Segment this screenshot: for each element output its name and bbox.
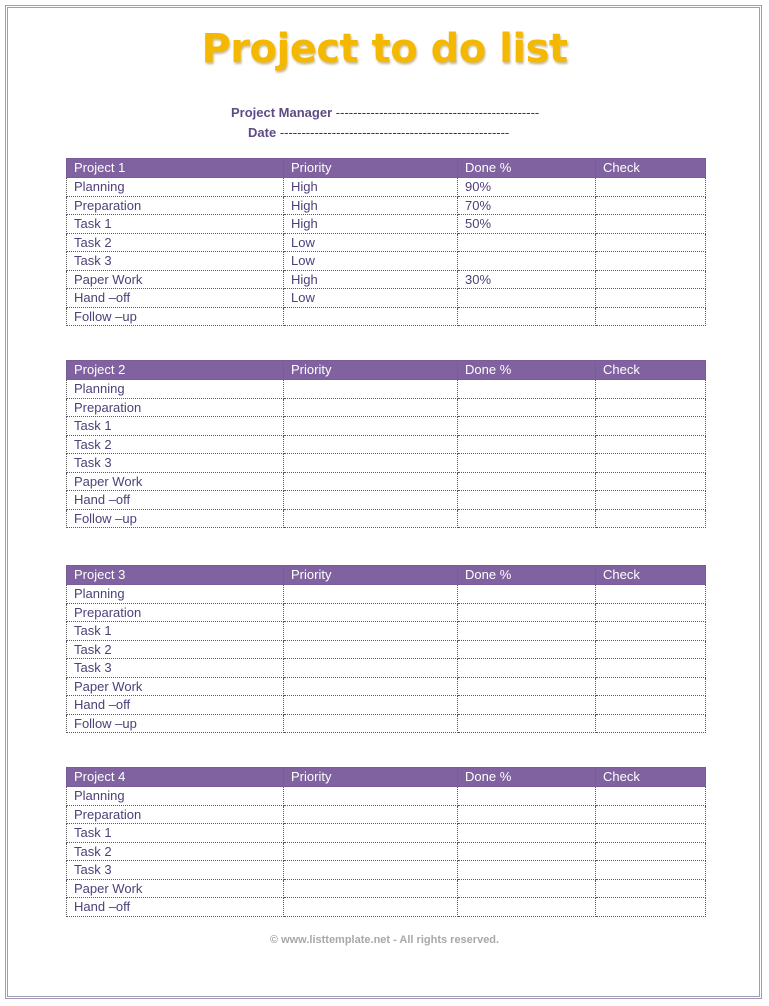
done-cell[interactable] bbox=[458, 289, 596, 308]
check-cell[interactable] bbox=[596, 215, 706, 234]
priority-cell[interactable] bbox=[284, 787, 458, 806]
check-cell[interactable] bbox=[596, 879, 706, 898]
check-cell[interactable] bbox=[596, 435, 706, 454]
table-row bbox=[67, 398, 706, 417]
done-cell[interactable] bbox=[458, 472, 596, 491]
check-cell[interactable] bbox=[596, 289, 706, 308]
priority-cell[interactable] bbox=[284, 603, 458, 622]
done-cell[interactable] bbox=[458, 714, 596, 733]
table-row bbox=[67, 454, 706, 473]
check-cell[interactable] bbox=[596, 380, 706, 399]
priority-cell[interactable] bbox=[284, 824, 458, 843]
done-cell[interactable] bbox=[458, 898, 596, 917]
done-header: Done % bbox=[458, 566, 596, 585]
done-cell[interactable] bbox=[458, 677, 596, 696]
check-cell[interactable] bbox=[596, 585, 706, 604]
task-cell[interactable]: Task 3 bbox=[67, 861, 284, 880]
table-row bbox=[67, 270, 706, 289]
task-cell[interactable]: Task 1 bbox=[67, 215, 284, 234]
done-cell[interactable] bbox=[458, 659, 596, 678]
priority-cell[interactable] bbox=[284, 585, 458, 604]
priority-cell[interactable]: Low bbox=[284, 252, 458, 271]
table-row bbox=[67, 640, 706, 659]
check-cell[interactable] bbox=[596, 252, 706, 271]
priority-cell[interactable] bbox=[284, 714, 458, 733]
task-cell[interactable]: Task 3 bbox=[67, 659, 284, 678]
table-row bbox=[67, 842, 706, 861]
table-row bbox=[67, 491, 706, 510]
priority-header: Priority bbox=[284, 566, 458, 585]
priority-cell[interactable] bbox=[284, 677, 458, 696]
check-cell[interactable] bbox=[596, 898, 706, 917]
check-cell[interactable] bbox=[596, 861, 706, 880]
priority-cell[interactable]: High bbox=[284, 196, 458, 215]
check-cell[interactable] bbox=[596, 603, 706, 622]
task-cell[interactable]: Hand –off bbox=[67, 898, 284, 917]
table-row bbox=[67, 417, 706, 436]
table-row bbox=[67, 696, 706, 715]
priority-cell[interactable] bbox=[284, 696, 458, 715]
check-cell[interactable] bbox=[596, 509, 706, 528]
check-cell[interactable] bbox=[596, 805, 706, 824]
task-cell[interactable]: Paper Work bbox=[67, 270, 284, 289]
page-title: Project to do list bbox=[201, 26, 568, 72]
table-row bbox=[67, 215, 706, 234]
check-cell[interactable] bbox=[596, 233, 706, 252]
priority-cell[interactable] bbox=[284, 380, 458, 399]
done-cell[interactable] bbox=[458, 879, 596, 898]
check-cell[interactable] bbox=[596, 472, 706, 491]
table-header-row bbox=[67, 361, 706, 380]
table-row bbox=[67, 622, 706, 641]
done-cell[interactable]: 30% bbox=[458, 270, 596, 289]
priority-cell[interactable]: High bbox=[284, 270, 458, 289]
project-table-1 bbox=[66, 158, 706, 326]
done-header: Done % bbox=[458, 361, 596, 380]
table-row bbox=[67, 787, 706, 806]
task-cell[interactable]: Paper Work bbox=[67, 677, 284, 696]
check-cell[interactable] bbox=[596, 178, 706, 197]
table-row bbox=[67, 252, 706, 271]
task-cell[interactable]: Planning bbox=[67, 178, 284, 197]
table-header-row bbox=[67, 566, 706, 585]
check-cell[interactable] bbox=[596, 270, 706, 289]
task-cell[interactable]: Preparation bbox=[67, 603, 284, 622]
task-cell[interactable]: Hand –off bbox=[67, 289, 284, 308]
table-row bbox=[67, 824, 706, 843]
priority-cell[interactable]: High bbox=[284, 215, 458, 234]
priority-cell[interactable] bbox=[284, 454, 458, 473]
check-cell[interactable] bbox=[596, 622, 706, 641]
check-header: Check bbox=[596, 768, 706, 787]
project-manager-line bbox=[231, 105, 539, 120]
done-cell[interactable] bbox=[458, 861, 596, 880]
done-cell[interactable] bbox=[458, 805, 596, 824]
task-cell[interactable]: Preparation bbox=[67, 398, 284, 417]
check-cell[interactable] bbox=[596, 454, 706, 473]
priority-cell[interactable] bbox=[284, 435, 458, 454]
done-cell[interactable] bbox=[458, 842, 596, 861]
check-cell[interactable] bbox=[596, 491, 706, 510]
table-row bbox=[67, 509, 706, 528]
done-cell[interactable] bbox=[458, 696, 596, 715]
check-header: Check bbox=[596, 566, 706, 585]
priority-cell[interactable] bbox=[284, 805, 458, 824]
priority-cell[interactable] bbox=[284, 842, 458, 861]
done-cell[interactable] bbox=[458, 252, 596, 271]
done-cell[interactable]: 50% bbox=[458, 215, 596, 234]
check-cell[interactable] bbox=[596, 824, 706, 843]
table-row bbox=[67, 805, 706, 824]
task-cell[interactable]: Hand –off bbox=[67, 696, 284, 715]
task-cell[interactable]: Task 1 bbox=[67, 824, 284, 843]
done-cell[interactable] bbox=[458, 622, 596, 641]
table-row bbox=[67, 307, 706, 326]
done-cell[interactable] bbox=[458, 640, 596, 659]
table-row bbox=[67, 677, 706, 696]
table-row bbox=[67, 861, 706, 880]
task-cell[interactable]: Task 1 bbox=[67, 622, 284, 641]
date-line bbox=[248, 125, 509, 140]
done-cell[interactable] bbox=[458, 824, 596, 843]
priority-cell[interactable] bbox=[284, 509, 458, 528]
priority-cell[interactable]: Low bbox=[284, 289, 458, 308]
done-header: Done % bbox=[458, 768, 596, 787]
done-cell[interactable] bbox=[458, 454, 596, 473]
check-cell[interactable] bbox=[596, 677, 706, 696]
task-cell[interactable]: Paper Work bbox=[67, 879, 284, 898]
done-cell[interactable] bbox=[458, 380, 596, 399]
project-manager-label: Project Manager bbox=[231, 105, 333, 120]
task-cell[interactable]: Preparation bbox=[67, 196, 284, 215]
done-cell[interactable]: 90% bbox=[458, 178, 596, 197]
done-cell[interactable] bbox=[458, 491, 596, 510]
done-cell[interactable] bbox=[458, 509, 596, 528]
date-field[interactable]: ----------------------------------------------------- bbox=[279, 125, 510, 140]
task-cell[interactable]: Task 2 bbox=[67, 842, 284, 861]
task-cell[interactable]: Planning bbox=[67, 585, 284, 604]
task-cell[interactable]: Task 3 bbox=[67, 454, 284, 473]
done-cell[interactable] bbox=[458, 307, 596, 326]
table-row bbox=[67, 603, 706, 622]
priority-cell[interactable] bbox=[284, 659, 458, 678]
priority-cell[interactable]: High bbox=[284, 178, 458, 197]
task-cell[interactable]: Follow –up bbox=[67, 714, 284, 733]
priority-cell[interactable]: Low bbox=[284, 233, 458, 252]
done-cell[interactable] bbox=[458, 417, 596, 436]
priority-cell[interactable] bbox=[284, 640, 458, 659]
task-cell[interactable]: Follow –up bbox=[67, 509, 284, 528]
table-row bbox=[67, 879, 706, 898]
table-row bbox=[67, 233, 706, 252]
project-table-4 bbox=[66, 767, 706, 917]
project-name-header: Project 3 bbox=[67, 566, 284, 585]
table-row bbox=[67, 178, 706, 197]
priority-cell[interactable] bbox=[284, 491, 458, 510]
project-name-header: Project 4 bbox=[67, 768, 284, 787]
table-header-row bbox=[67, 159, 706, 178]
check-cell[interactable] bbox=[596, 842, 706, 861]
project-manager-field[interactable]: ----------------------------------------------- bbox=[335, 105, 540, 120]
table-row bbox=[67, 435, 706, 454]
task-cell[interactable]: Hand –off bbox=[67, 491, 284, 510]
done-cell[interactable] bbox=[458, 603, 596, 622]
task-cell[interactable]: Task 2 bbox=[67, 640, 284, 659]
check-cell[interactable] bbox=[596, 417, 706, 436]
priority-header: Priority bbox=[284, 159, 458, 178]
priority-cell[interactable] bbox=[284, 898, 458, 917]
priority-header: Priority bbox=[284, 361, 458, 380]
task-cell[interactable]: Follow –up bbox=[67, 307, 284, 326]
task-cell[interactable]: Preparation bbox=[67, 805, 284, 824]
table-row bbox=[67, 898, 706, 917]
copyright-footer: © www.listtemplate.net - All rights reserved. bbox=[269, 934, 500, 946]
task-cell[interactable]: Task 2 bbox=[67, 233, 284, 252]
check-cell[interactable] bbox=[596, 640, 706, 659]
task-cell[interactable]: Paper Work bbox=[67, 472, 284, 491]
table-header-row bbox=[67, 768, 706, 787]
date-label: Date bbox=[248, 125, 277, 140]
done-cell[interactable] bbox=[458, 398, 596, 417]
table-row bbox=[67, 472, 706, 491]
project-name-header: Project 2 bbox=[67, 361, 284, 380]
task-cell[interactable]: Task 2 bbox=[67, 435, 284, 454]
table-row bbox=[67, 380, 706, 399]
task-cell[interactable]: Task 1 bbox=[67, 417, 284, 436]
priority-header: Priority bbox=[284, 768, 458, 787]
check-header: Check bbox=[596, 361, 706, 380]
done-header: Done % bbox=[458, 159, 596, 178]
table-row bbox=[67, 659, 706, 678]
priority-cell[interactable] bbox=[284, 861, 458, 880]
task-cell[interactable]: Planning bbox=[67, 787, 284, 806]
project-table-2 bbox=[66, 360, 706, 528]
table-row bbox=[67, 289, 706, 308]
table-row bbox=[67, 585, 706, 604]
priority-cell[interactable] bbox=[284, 472, 458, 491]
done-cell[interactable]: 70% bbox=[458, 196, 596, 215]
priority-cell[interactable] bbox=[284, 622, 458, 641]
check-cell[interactable] bbox=[596, 787, 706, 806]
priority-cell[interactable] bbox=[284, 307, 458, 326]
check-cell[interactable] bbox=[596, 307, 706, 326]
check-cell[interactable] bbox=[596, 398, 706, 417]
done-cell[interactable] bbox=[458, 435, 596, 454]
done-cell[interactable] bbox=[458, 233, 596, 252]
task-cell[interactable]: Planning bbox=[67, 380, 284, 399]
check-header: Check bbox=[596, 159, 706, 178]
priority-cell[interactable] bbox=[284, 879, 458, 898]
check-cell[interactable] bbox=[596, 196, 706, 215]
check-cell[interactable] bbox=[596, 659, 706, 678]
table-row bbox=[67, 196, 706, 215]
project-name-header: Project 1 bbox=[67, 159, 284, 178]
priority-cell[interactable] bbox=[284, 398, 458, 417]
done-cell[interactable] bbox=[458, 585, 596, 604]
table-row bbox=[67, 714, 706, 733]
task-cell[interactable]: Task 3 bbox=[67, 252, 284, 271]
check-cell[interactable] bbox=[596, 696, 706, 715]
priority-cell[interactable] bbox=[284, 417, 458, 436]
check-cell[interactable] bbox=[596, 714, 706, 733]
project-table-3 bbox=[66, 565, 706, 733]
done-cell[interactable] bbox=[458, 787, 596, 806]
